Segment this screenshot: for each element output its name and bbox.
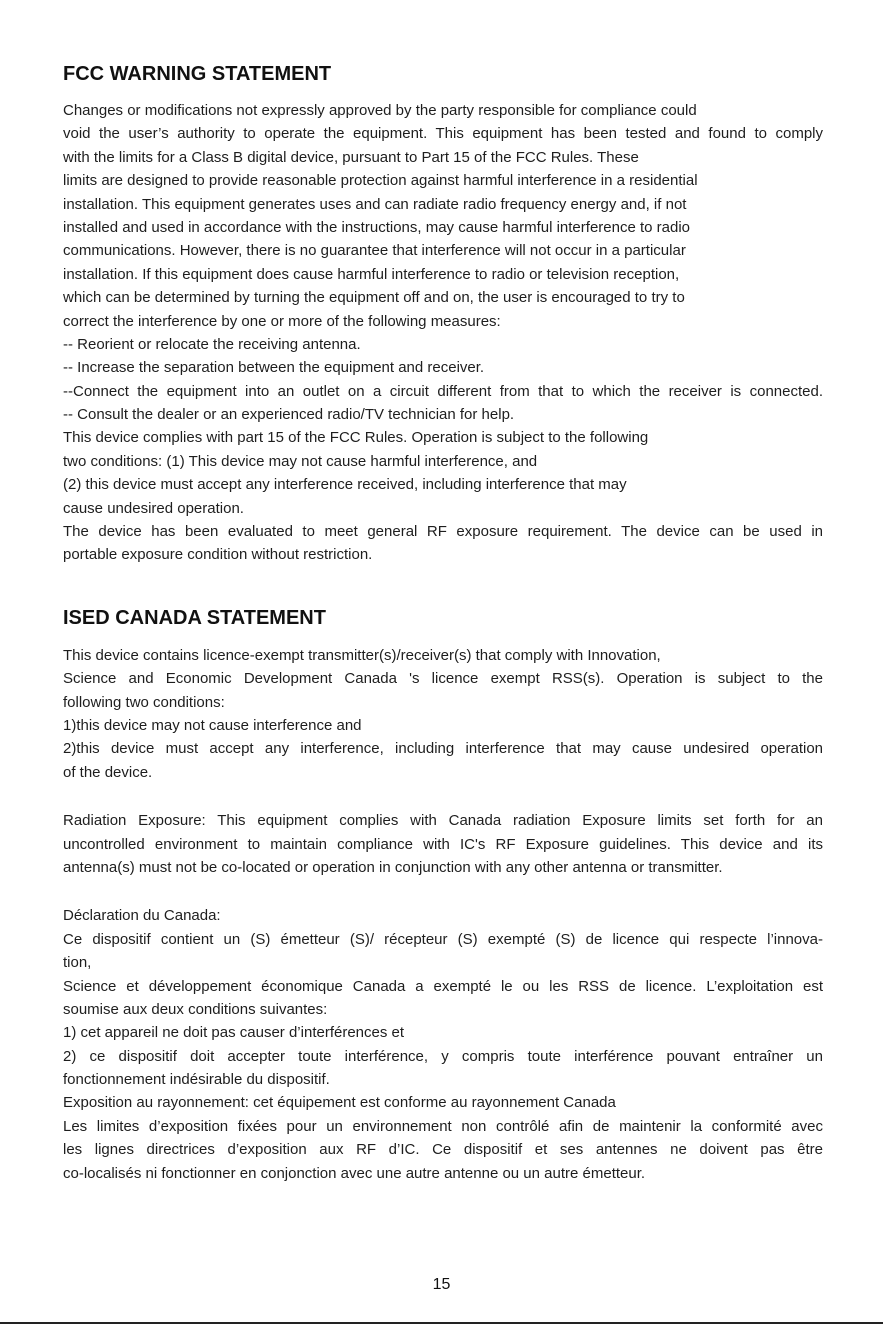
fcc-measure-item: --Connect the equipment into an outlet on a circuit different from that to which the receiver is connected.: [63, 382, 823, 400]
ised-compliance-paragraph: [63, 644, 823, 784]
french-line: co-localisés ni fonctionner en conjonction avec une autre antenne ou un autre émetteur.: [63, 1164, 646, 1182]
fcc-line: which can be determined by turning the equipment off and on, the user is encouraged to try to: [63, 289, 685, 307]
fcc-line: cause undesired operation.: [63, 499, 244, 517]
ised-line: antenna(s) must not be co-located or operation in conjunction with any other antenna or transmitter.: [63, 858, 723, 876]
fcc-line: limits are designed to provide reasonable protection against harmful interference in a residential: [63, 172, 698, 190]
fcc-line: installation. This equipment generates uses and can radiate radio frequency energy and, if not: [63, 195, 687, 213]
fcc-line: two conditions: (1) This device may not cause harmful interference, and: [63, 452, 538, 470]
fcc-line: correct the interference by one or more of the following measures:: [63, 312, 501, 330]
fcc-line: Changes or modifications not expressly approved by the party responsible for compliance could: [63, 102, 697, 119]
ised-line: 1)this device may not cause interference and: [63, 716, 362, 734]
french-line: les lignes directrices d’exposition aux RF d’IC. Ce dispositif et ses antennes ne doivent pas être: [63, 1141, 823, 1159]
fcc-line: (2) this device must accept any interference received, including interference that may: [63, 476, 627, 494]
fcc-section-title: FCC WARNING STATEMENT: [63, 63, 332, 85]
french-line: Science et développement économique Canada a exempté le ou les RSS de licence. L’exploitation est: [63, 977, 823, 995]
ised-line: Radiation Exposure: This equipment complies with Canada radiation Exposure limits set forth for an: [63, 812, 823, 830]
fcc-line: installed and used in accordance with the instructions, may cause harmful interference to radio: [63, 218, 691, 236]
fcc-line: void the user’s authority to operate the equipment. This equipment has been tested and found to comply: [63, 125, 823, 143]
french-line: 1) cet appareil ne doit pas causer d’interférences et: [63, 1024, 405, 1042]
french-line: 2) ce dispositif doit accepter toute interférence, y compris toute interférence pouvant entraîner un: [63, 1047, 823, 1065]
document-page: [63, 63, 823, 1185]
fcc-section-body: [63, 99, 823, 567]
fcc-line: with the limits for a Class B digital device, pursuant to Part 15 of the FCC Rules. These: [63, 148, 639, 166]
french-line: Les limites d’exposition fixées pour un environnement non contrôlé afin de maintenir la conformité avec: [63, 1117, 823, 1135]
ised-line: of the device.: [63, 763, 153, 781]
page-number: 15: [432, 1276, 451, 1293]
french-line: fonctionnement indésirable du dispositif.: [63, 1071, 330, 1089]
french-declaration-paragraph: [63, 904, 823, 1185]
ised-line: Science and Economic Development Canada 's licence exempt RSS(s). Operation is subject to the: [63, 670, 823, 688]
ised-line: 2)this device must accept any interference, including interference that may cause undesired operation: [63, 740, 823, 758]
fcc-measure-item: -- Increase the separation between the equipment and receiver.: [63, 359, 485, 377]
fcc-line: communications. However, there is no guarantee that interference will not occur in a particular: [63, 242, 686, 260]
fcc-line: installation. If this equipment does cause harmful interference to radio or television reception,: [63, 265, 680, 283]
fcc-measure-item: -- Reorient or relocate the receiving antenna.: [63, 335, 361, 353]
ised-section-title: ISED CANADA STATEMENT: [63, 606, 326, 629]
french-line: soumise aux deux conditions suivantes:: [63, 1000, 328, 1018]
ised-line: This device contains licence-exempt transmitter(s)/receiver(s) that comply with Innovation,: [63, 646, 661, 664]
french-line: Déclaration du Canada:: [63, 907, 221, 925]
french-line: Exposition au rayonnement: cet équipement est conforme au rayonnement Canada: [63, 1094, 616, 1112]
ised-line: following two conditions:: [63, 693, 225, 711]
french-line: Ce dispositif contient un (S) émetteur (S)/ récepteur (S) exempté (S) de licence qui respecte l’innova-: [63, 930, 823, 948]
ised-line: uncontrolled environment to maintain compliance with IC's RF Exposure guidelines. This device and its: [63, 835, 823, 853]
fcc-line: This device complies with part 15 of the FCC Rules. Operation is subject to the following: [63, 429, 649, 447]
ised-radiation-paragraph: [63, 809, 823, 879]
fcc-measure-item: -- Consult the dealer or an experienced radio/TV technician for help.: [63, 406, 515, 424]
fcc-line: The device has been evaluated to meet general RF exposure requirement. The device can be used in: [63, 523, 823, 541]
fcc-line: portable exposure condition without restriction.: [63, 546, 373, 564]
french-line: tion,: [63, 954, 92, 972]
